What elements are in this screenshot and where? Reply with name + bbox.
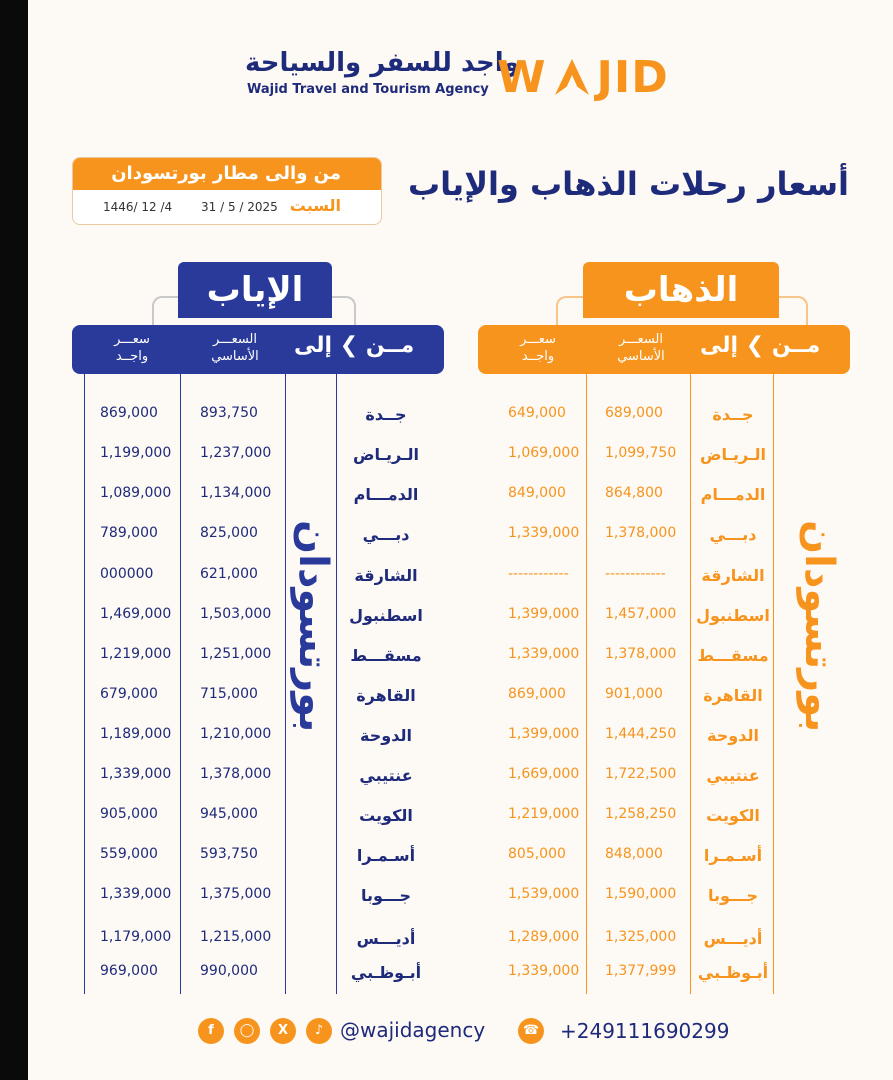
departure-wajid-price-header [498, 331, 578, 365]
return-base-price: 945,000 [200, 806, 258, 822]
whatsapp-icon[interactable]: ☎ [518, 1018, 544, 1044]
departure-base-price: 864,800 [605, 485, 663, 501]
return-base-price: 1,215,000 [200, 929, 272, 945]
return-destination: الشارقة [354, 566, 418, 585]
departure-base-price: 1,444,250 [605, 726, 677, 742]
phone-number[interactable]: +249111690299 [560, 1019, 730, 1043]
departure-base-price: 1,590,000 [605, 886, 677, 902]
return-destination: مسقـــط [350, 646, 422, 665]
return-base-price: 621,000 [200, 566, 258, 582]
departure-tab: الذهاب [583, 262, 779, 318]
return-destination: القاهرة [356, 686, 416, 705]
from-label: مــن [365, 333, 415, 358]
departure-destination: عنتيبي [706, 766, 760, 785]
departure-wajid-price: 1,069,000 [508, 445, 580, 461]
departure-wajid-price: 1,669,000 [508, 766, 580, 782]
return-base-price: 715,000 [200, 686, 258, 702]
departure-base-price: 1,722,500 [605, 766, 677, 782]
logo-letters-jid: JID [596, 51, 669, 103]
header-line: سعـــر [114, 332, 150, 347]
return-divider [180, 374, 181, 994]
chevron-left-icon: ❯ [745, 333, 765, 358]
departure-base-price: 1,378,000 [605, 525, 677, 541]
departure-destination: أبـوظـبي [697, 963, 769, 982]
departure-destination: الكويت [706, 806, 760, 825]
departure-destination: مسقـــط [697, 646, 769, 665]
header-line: السعـــر [618, 332, 664, 347]
departure-base-price: 1,099,750 [605, 445, 677, 461]
return-divider [336, 374, 337, 994]
departure-base-price: 1,457,000 [605, 606, 677, 622]
return-destination: الدوحة [360, 726, 412, 745]
return-wajid-price: 1,199,000 [100, 445, 172, 461]
departure-base-price: 689,000 [605, 405, 663, 421]
header-line: الأساسي [211, 349, 259, 364]
return-wajid-price: 1,469,000 [100, 606, 172, 622]
return-wajid-price: 869,000 [100, 405, 158, 421]
header-line: واجــد [521, 349, 555, 364]
return-destination: الـريـاض [353, 445, 419, 464]
departure-destination: دبـــي [709, 525, 757, 544]
departure-destination: الدمـــام [700, 485, 766, 504]
departure-destination: اسطنبول [696, 606, 770, 625]
departure-wajid-price: ------------ [508, 566, 569, 582]
departure-base-price: 1,377,999 [605, 963, 677, 979]
header-line: السعـــر [212, 332, 258, 347]
departure-base-price: 848,000 [605, 846, 663, 862]
departure-destination: أسـمـرا [703, 846, 763, 865]
return-base-price: 1,237,000 [200, 445, 272, 461]
return-base-price: 825,000 [200, 525, 258, 541]
chevron-left-icon: ❯ [339, 333, 359, 358]
brand-header [245, 48, 685, 108]
return-base-price: 990,000 [200, 963, 258, 979]
tiktok-icon[interactable]: ♪ [306, 1018, 332, 1044]
return-wajid-price: 1,179,000 [100, 929, 172, 945]
departure-wajid-price: 1,399,000 [508, 606, 580, 622]
header-line: سعـــر [520, 332, 556, 347]
return-base-price: 1,375,000 [200, 886, 272, 902]
brand-name-arabic: واجد للسفر والسياحة [245, 48, 520, 78]
return-from-to-header [294, 333, 414, 358]
return-base-price: 1,210,000 [200, 726, 272, 742]
departure-wajid-price: 1,339,000 [508, 525, 580, 541]
return-wajid-price: 905,000 [100, 806, 158, 822]
gregorian-date: 31 / 5 / 2025 [201, 200, 278, 214]
departure-table-header [478, 325, 850, 374]
hijri-date: 1446/ 12 /4 [103, 200, 173, 214]
departure-base-price: 1,378,000 [605, 646, 677, 662]
departure-destination: الدوحة [707, 726, 759, 745]
departure-wajid-price: 1,219,000 [508, 806, 580, 822]
departure-destination: القاهرة [703, 686, 763, 705]
from-label: مــن [771, 333, 821, 358]
instagram-icon[interactable]: ◯ [234, 1018, 260, 1044]
departure-from-to-header [700, 333, 820, 358]
return-destination: أبـوظـبي [350, 963, 422, 982]
airport-date-box [72, 157, 382, 225]
departure-destination: الشارقة [701, 566, 765, 585]
return-wajid-price: 000000 [100, 566, 154, 582]
logo-letter-w: W [497, 51, 547, 103]
return-base-price: 1,251,000 [200, 646, 272, 662]
departure-destination: أديـــس [703, 929, 763, 948]
header-line: واجــد [115, 349, 149, 364]
return-destination: جـــوبا [361, 886, 411, 905]
return-wajid-price: 1,089,000 [100, 485, 172, 501]
departure-wajid-price: 869,000 [508, 686, 566, 702]
departure-wajid-price: 805,000 [508, 846, 566, 862]
return-wajid-price: 679,000 [100, 686, 158, 702]
wajid-logo [497, 52, 669, 102]
return-divider [285, 374, 286, 994]
date-row [73, 194, 381, 220]
return-wajid-price: 1,339,000 [100, 766, 172, 782]
departure-divider [586, 374, 587, 994]
departure-wajid-price: 849,000 [508, 485, 566, 501]
return-wajid-price: 1,339,000 [100, 886, 172, 902]
return-destination: دبـــي [362, 525, 410, 544]
return-base-price: 1,378,000 [200, 766, 272, 782]
social-handle[interactable]: @wajidagency [340, 1018, 486, 1042]
return-base-price-header [190, 331, 280, 365]
footer [0, 1016, 893, 1046]
return-table-header [72, 325, 444, 374]
return-destination: جــدة [365, 405, 407, 424]
return-destination: عنتيبي [359, 766, 413, 785]
return-destination: اسطنبول [349, 606, 423, 625]
page-title: أسعار رحلات الذهاب والإياب [408, 165, 849, 203]
departure-destination: جـــوبا [708, 886, 758, 905]
header-line: الأساسي [617, 349, 665, 364]
return-destination: أسـمـرا [356, 846, 416, 865]
departure-base-price-header [596, 331, 686, 365]
departure-destination: الـريـاض [700, 445, 766, 464]
departure-base-price: 901,000 [605, 686, 663, 702]
departure-wajid-price: 1,339,000 [508, 963, 580, 979]
return-wajid-price: 1,189,000 [100, 726, 172, 742]
departure-wajid-price: 1,399,000 [508, 726, 580, 742]
return-base-price: 593,750 [200, 846, 258, 862]
return-destination: الدمـــام [353, 485, 419, 504]
departure-wajid-price: 649,000 [508, 405, 566, 421]
return-origin-vertical: بورتسودان [290, 520, 336, 733]
departure-base-price: 1,258,250 [605, 806, 677, 822]
return-wajid-price: 1,219,000 [100, 646, 172, 662]
plane-wing-icon [549, 55, 595, 99]
return-destination: الكويت [359, 806, 413, 825]
day-name: السبت [289, 196, 341, 215]
return-divider [84, 374, 85, 994]
departure-base-price: ------------ [605, 566, 666, 582]
return-wajid-price: 969,000 [100, 963, 158, 979]
return-tab: الإياب [178, 262, 332, 318]
brand-name-english: Wajid Travel and Tourism Agency [247, 82, 489, 97]
departure-base-price: 1,325,000 [605, 929, 677, 945]
return-destination: أديـــس [356, 929, 416, 948]
departure-wajid-price: 1,539,000 [508, 886, 580, 902]
return-wajid-price: 789,000 [100, 525, 158, 541]
return-base-price: 1,134,000 [200, 485, 272, 501]
return-base-price: 893,750 [200, 405, 258, 421]
to-label: إلى [294, 333, 333, 358]
departure-wajid-price: 1,289,000 [508, 929, 580, 945]
return-wajid-price-header [92, 331, 172, 365]
airport-heading: من والى مطار بورتسودان [73, 158, 381, 190]
left-edge-bar [0, 0, 28, 1080]
to-label: إلى [700, 333, 739, 358]
departure-origin-vertical: بورتسودان [796, 520, 842, 733]
departure-wajid-price: 1,339,000 [508, 646, 580, 662]
return-base-price: 1,503,000 [200, 606, 272, 622]
departure-destination: جــدة [712, 405, 754, 424]
return-wajid-price: 559,000 [100, 846, 158, 862]
x-icon[interactable]: X [270, 1018, 296, 1044]
facebook-icon[interactable]: f [198, 1018, 224, 1044]
